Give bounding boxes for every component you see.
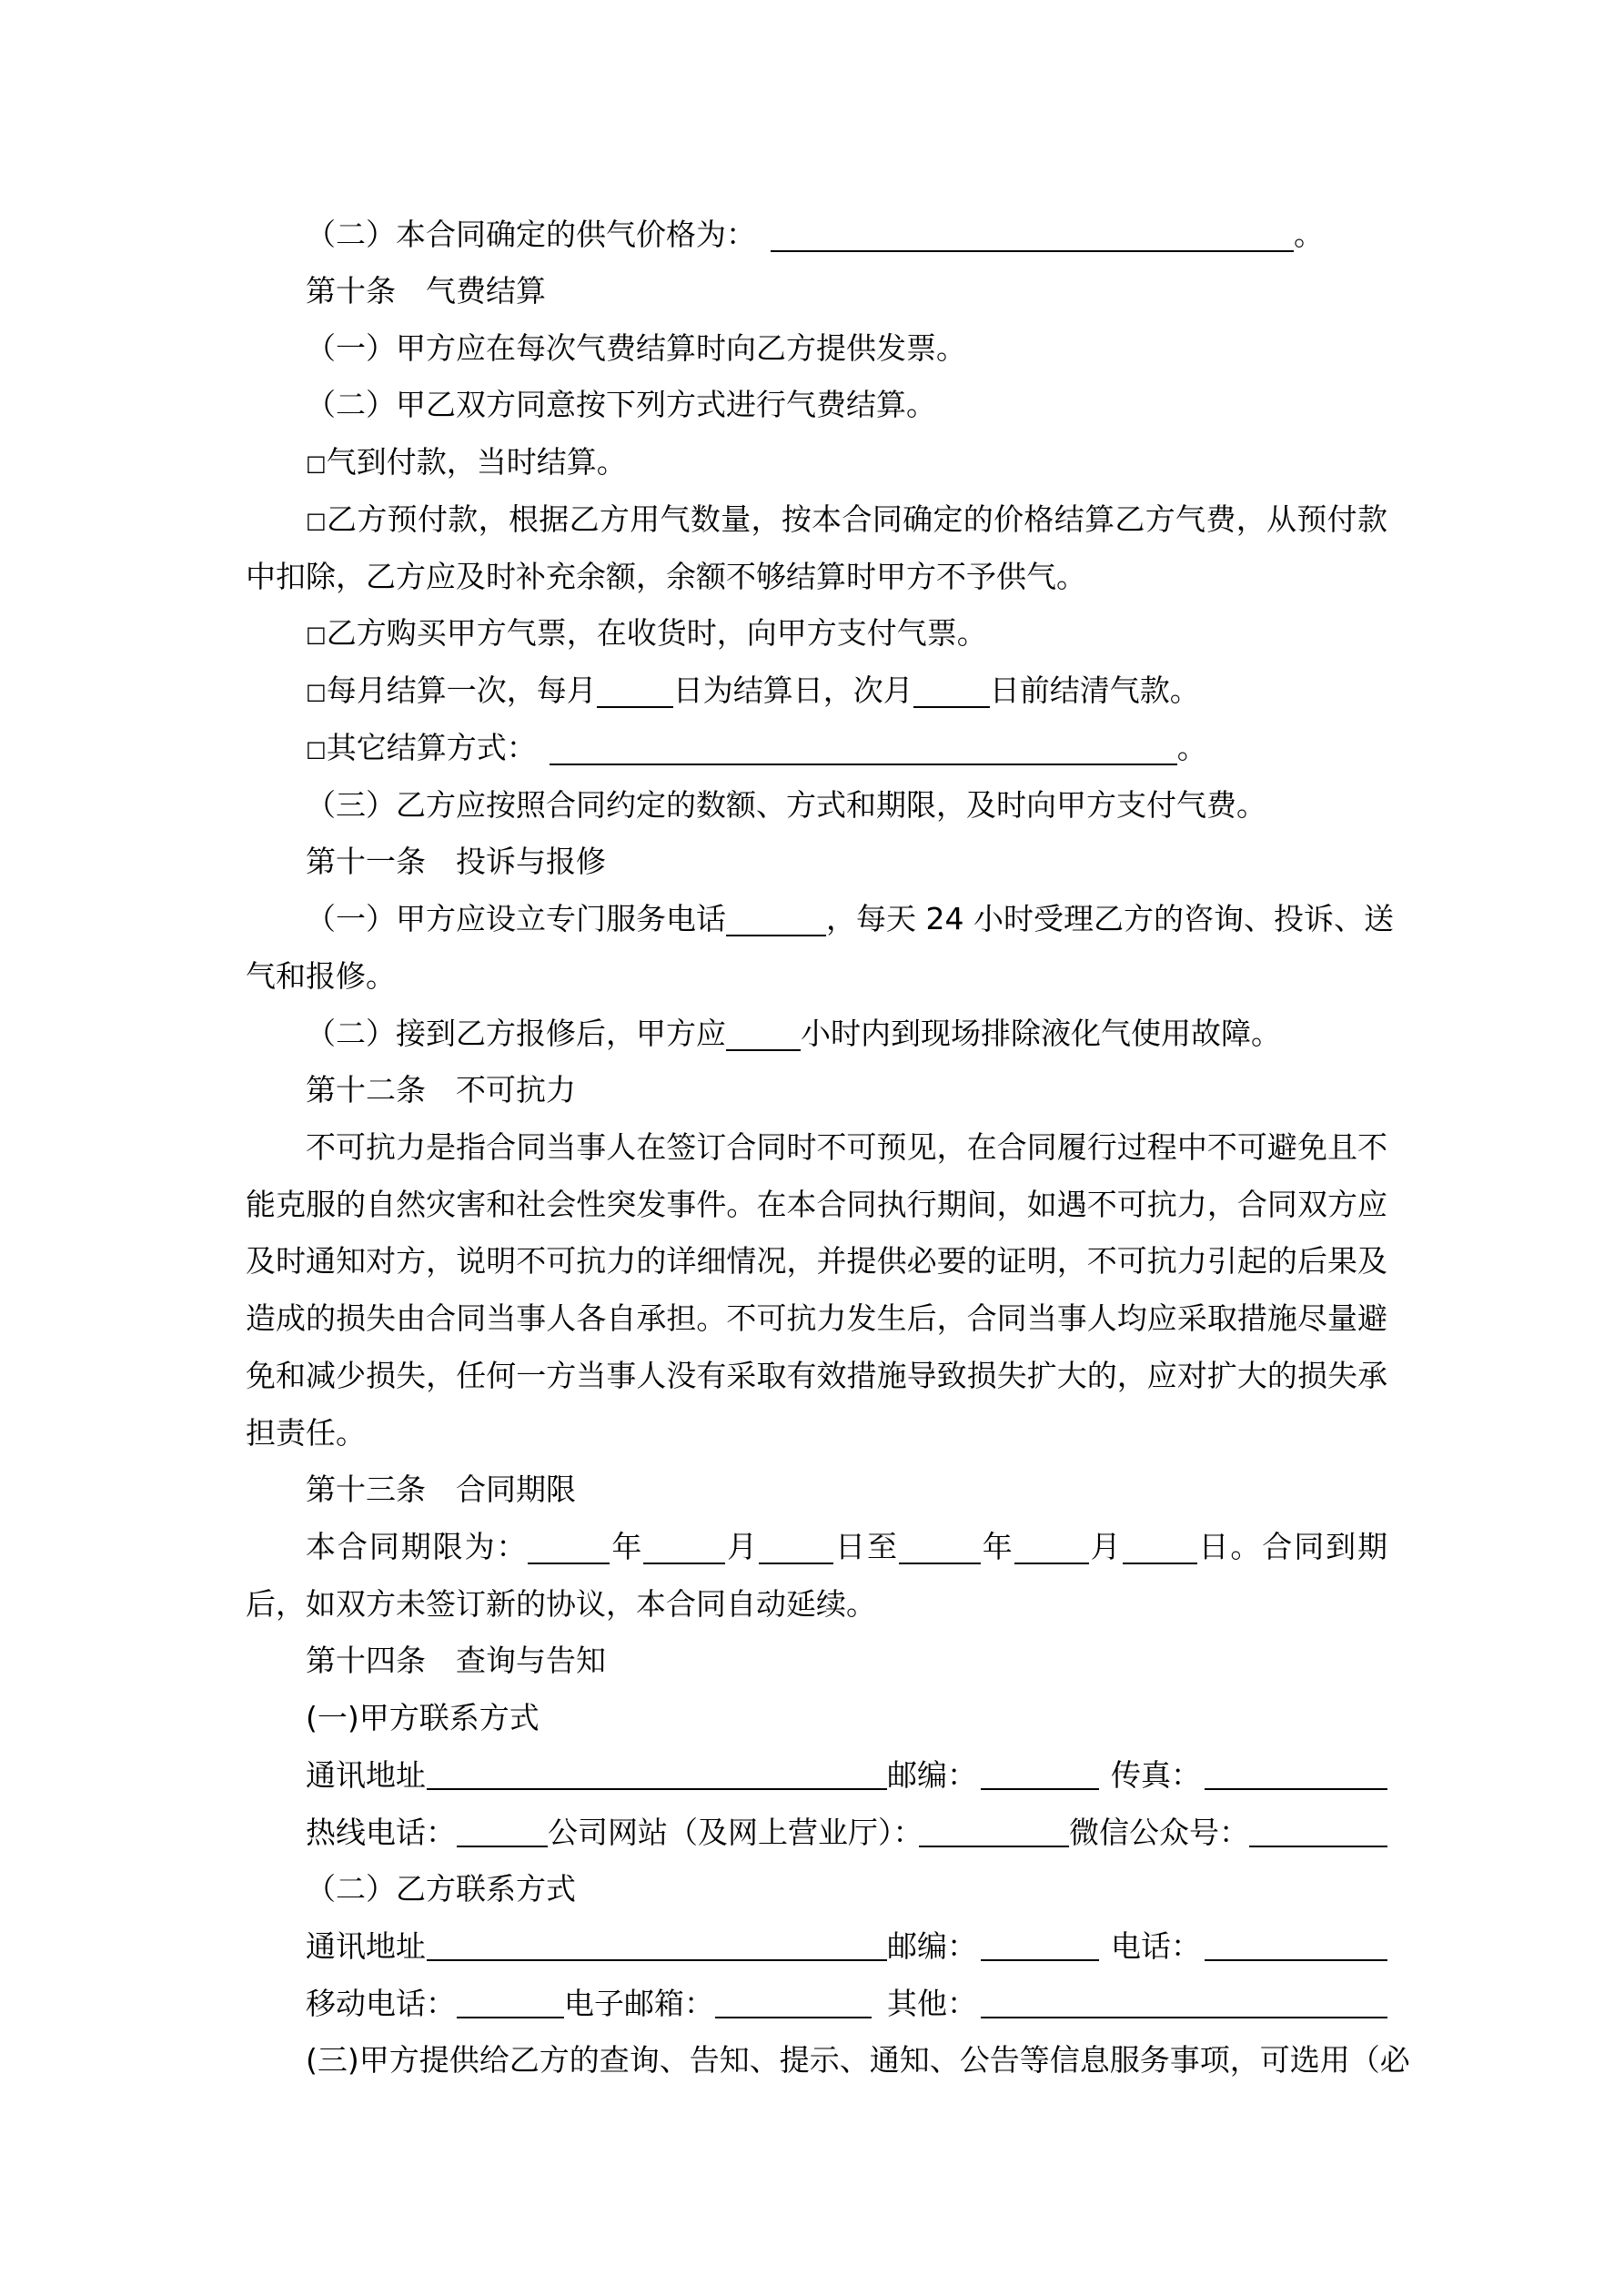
address-blank (427, 1928, 887, 1961)
email-blank (715, 1986, 872, 2018)
paragraph: 后，如双方未签订新的协议，本合同自动延续。 (246, 1586, 876, 1622)
address-label: 通讯地址 (306, 1757, 426, 1793)
wechat-label: 微信公众号： (1069, 1815, 1249, 1850)
text: 日前结清气款。 (989, 673, 1200, 708)
checkbox-icon: □ (306, 736, 327, 762)
text: 月 (725, 1529, 760, 1564)
text: 日。合同到期 (1196, 1529, 1388, 1564)
paragraph: (三)甲方提供给乙方的查询、告知、提示、通知、公告等信息服务事项，可选用（必 (306, 2042, 1410, 2078)
blank-field (913, 675, 990, 708)
text: （一）甲方应设立专门服务电话 (306, 901, 726, 936)
fax-label: 传真： (1111, 1757, 1201, 1793)
paragraph: 担责任。 (246, 1415, 366, 1451)
text: 。 (1294, 217, 1324, 252)
blank-field (597, 675, 673, 708)
text: 乙方预付款，根据乙方用气数量，按本合同确定的价格结算乙方气费，从预付款 (327, 501, 1387, 537)
option-prepay (306, 500, 1387, 540)
postcode-blank (981, 1928, 1099, 1961)
phone-blank (1205, 1928, 1387, 1961)
checkbox-icon: □ (306, 450, 327, 476)
option-monthly (306, 671, 1387, 711)
hotline-blank (457, 1815, 548, 1847)
other-blank (981, 1986, 1387, 2018)
text: ，每天 24 小时受理乙方的咨询、投诉、送 (826, 901, 1394, 936)
paragraph: （一）甲方应在每次气费结算时向乙方提供发票。 (306, 330, 966, 366)
text: 乙方购买甲方气票，在收货时，向甲方支付气票。 (326, 615, 987, 651)
paragraph: 能克服的自然灾害和社会性突发事件。在本合同执行期间，如遇不可抗力，合同双方应 (246, 1187, 1387, 1222)
line-gas-price (306, 215, 1387, 255)
paragraph: 免和减少损失，任何一方当事人没有采取有效措施导致损失扩大的，应对扩大的损失承 (246, 1358, 1387, 1393)
blank-field (759, 1532, 833, 1564)
line-contract-term (306, 1527, 1387, 1567)
text: 年 (610, 1529, 644, 1564)
blank-field (771, 219, 1294, 252)
other-label: 其他： (887, 1986, 977, 2021)
blank-field (726, 1018, 801, 1051)
text: （二）接到乙方报修后，甲方应 (306, 1016, 726, 1051)
blank-field (726, 904, 826, 936)
paragraph: 不可抗力是指合同当事人在签订合同时不可预见，在合同履行过程中不可避免且不 (306, 1129, 1387, 1165)
party-a-address-line (306, 1755, 1387, 1795)
text: 月 (1088, 1529, 1123, 1564)
article-13-heading: 第十三条 合同期限 (306, 1472, 576, 1507)
address-label: 通讯地址 (306, 1928, 426, 1964)
wechat-blank (1249, 1815, 1387, 1847)
blank-field (550, 733, 1177, 765)
blank-field (528, 1532, 610, 1564)
party-b-contact-heading: （二）乙方联系方式 (306, 1871, 576, 1907)
party-b-mobile-line (306, 1984, 1387, 2024)
paragraph: 及时通知对方，说明不可抗力的详细情况，并提供必要的证明，不可抗力引起的后果及 (246, 1243, 1387, 1279)
text: 小时内到现场排除液化气使用故障。 (801, 1016, 1281, 1051)
checkbox-icon: □ (306, 679, 327, 704)
option-buy-tickets (306, 613, 1387, 653)
paragraph: 中扣除，乙方应及时补充余额，余额不够结算时甲方不予供气。 (246, 559, 1086, 594)
website-blank (919, 1815, 1069, 1847)
mobile-blank (457, 1986, 564, 2018)
mobile-label: 移动电话： (306, 1986, 456, 2021)
text: 本合同期限为： (306, 1529, 529, 1564)
phone-label: 电话： (1111, 1928, 1201, 1964)
email-label: 电子邮箱： (564, 1986, 714, 2021)
blank-field (899, 1532, 981, 1564)
option-other (306, 728, 1387, 768)
line-service-phone (306, 899, 1394, 939)
text: （二）本合同确定的供气价格为： (306, 217, 756, 252)
text: 气到付款，当时结算。 (326, 444, 627, 480)
text: 。 (1176, 730, 1207, 765)
checkbox-icon: □ (306, 508, 327, 533)
article-11-heading: 第十一条 投诉与报修 (306, 844, 606, 879)
party-a-contact-heading: (一)甲方联系方式 (306, 1700, 540, 1735)
blank-field (1014, 1532, 1089, 1564)
postcode-label: 邮编： (887, 1928, 977, 1964)
fax-blank (1205, 1757, 1387, 1790)
postcode-label: 邮编： (887, 1757, 977, 1793)
party-b-address-line (306, 1927, 1387, 1967)
article-12-heading: 第十二条 不可抗力 (306, 1072, 576, 1108)
blank-field (643, 1532, 725, 1564)
paragraph: （二）甲乙双方同意按下列方式进行气费结算。 (306, 387, 936, 422)
option-pay-on-delivery (306, 442, 1387, 482)
text: 日至 (833, 1529, 899, 1564)
text: 日为结算日，次月 (672, 673, 913, 708)
text: 其它结算方式： (326, 730, 537, 765)
address-blank (427, 1757, 887, 1790)
line-repair-hours (306, 1014, 1387, 1054)
party-a-hotline-line (306, 1813, 1387, 1853)
paragraph: （三）乙方应按照合同约定的数额、方式和期限，及时向甲方支付气费。 (306, 787, 1266, 823)
article-14-heading: 第十四条 查询与告知 (306, 1643, 606, 1678)
paragraph: 气和报修。 (246, 958, 396, 994)
website-label: 公司网站（及网上营业厅）： (548, 1815, 923, 1850)
blank-field (1123, 1532, 1197, 1564)
paragraph: 造成的损失由合同当事人各自承担。不可抗力发生后，合同当事人均应采取措施尽量避 (246, 1300, 1387, 1336)
text: 每月结算一次，每月 (326, 673, 597, 708)
text: 年 (980, 1529, 1014, 1564)
postcode-blank (981, 1757, 1099, 1790)
hotline-label: 热线电话： (306, 1815, 456, 1850)
checkbox-icon: □ (306, 622, 327, 647)
article-10-heading: 第十条 气费结算 (306, 273, 546, 308)
